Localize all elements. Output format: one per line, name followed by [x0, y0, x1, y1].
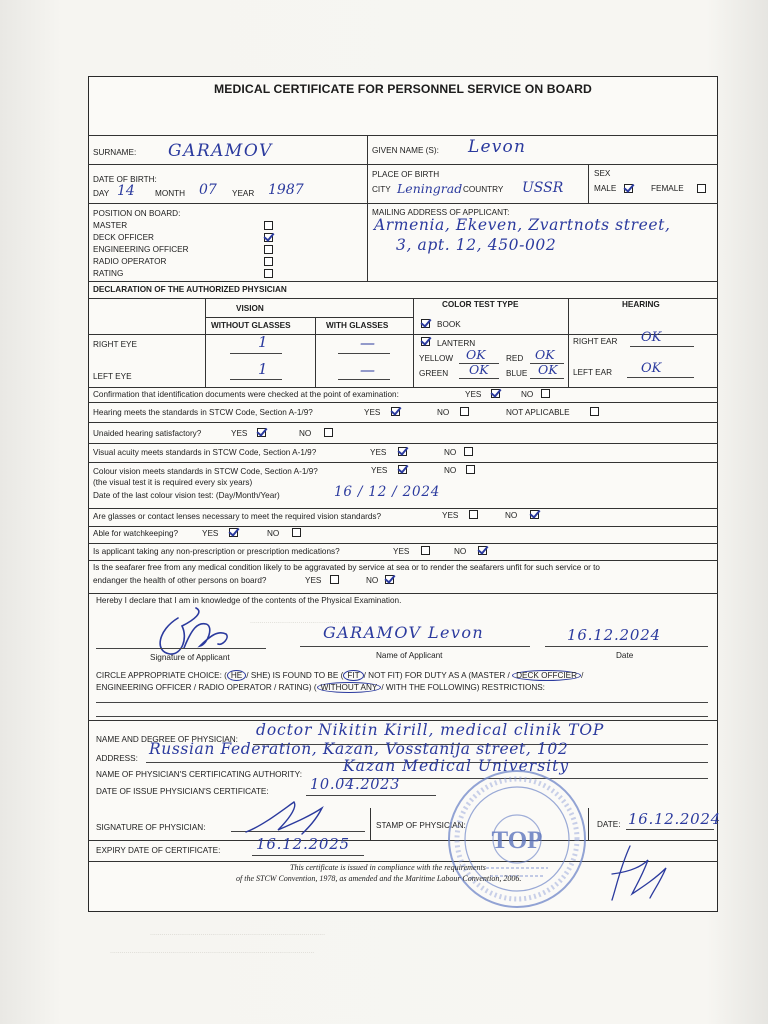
rule [88, 402, 718, 403]
id-docs-yes-checkbox[interactable] [491, 389, 500, 398]
rule [88, 281, 718, 282]
position-option-deck-officer: DECK OFFICER [93, 233, 154, 242]
sex-label: SEX [594, 169, 611, 178]
pob-city-label: CITY [372, 185, 391, 194]
position-option-engineering-officer: ENGINEERING OFFICER [93, 245, 189, 254]
pob-city-value: Leningrad [397, 181, 463, 196]
id-docs-no-label: NO [521, 390, 534, 399]
colour-vision-no-checkbox[interactable] [466, 465, 475, 474]
medications-no-label: NO [454, 547, 467, 556]
visual-acuity-yes-checkbox[interactable] [398, 447, 407, 456]
visual-acuity-yes-label: YES [370, 448, 387, 457]
rule [88, 164, 718, 165]
lantern-checkbox[interactable] [421, 337, 430, 346]
physician-stamp-label: STAMP OF PHYSICIAN: [376, 821, 466, 830]
circle-choice-restrictions: / WITH THE FOLLOWING) RESTRICTIONS: [381, 683, 545, 692]
divider [413, 298, 414, 387]
physician-date-label: DATE: [597, 820, 621, 829]
blue-value: OK [538, 362, 558, 377]
footer-line-2: of the STCW Convention, 1978, as amended and the Maritime Labour Convention, 2006. [236, 874, 522, 883]
given-name-value: Levon [468, 137, 527, 157]
applicant-signature-label: Signature of Applicant [150, 653, 230, 662]
physician-date-line [626, 829, 714, 830]
right-eye-with-line [338, 353, 390, 354]
without-any-circled: WITHOUT ANY [317, 682, 382, 693]
book-checkbox[interactable] [421, 319, 430, 328]
surname-value: GARAMOV [168, 141, 273, 161]
dob-year-label: YEAR [232, 189, 255, 198]
circle-choice-ranks: ENGINEERING OFFICER / RADIO OPERATOR / RATING) [96, 683, 312, 692]
fitness-statement-line-1: CIRCLE APPROPRIATE CHOICE: ( HE / SHE) IS FOUND TO BE ( FIT / NOT FIT) FOR DUTY AS A (MASTER / DECK OFFCIER / [96, 671, 584, 680]
red-line [530, 363, 564, 364]
unaided-hearing-no-checkbox[interactable] [324, 428, 333, 437]
position-engineering-officer-checkbox[interactable] [264, 245, 273, 254]
surname-label: SURNAME: [93, 148, 137, 157]
rule [88, 543, 718, 544]
physician-certificate-issue-label: DATE OF ISSUE PHYSICIAN'S CERTIFICATE: [96, 787, 269, 796]
watchkeeping-no-label: NO [267, 529, 280, 538]
pob-label: PLACE OF BIRTH [372, 170, 440, 179]
footer-line-1: This certificate is issued in compliance with the requirements [290, 863, 486, 872]
divider [370, 808, 371, 840]
bleed-through-text: .......................................................... [250, 618, 363, 625]
applicant-date-line [545, 646, 708, 647]
with-glasses-header: WITH GLASSES [326, 321, 389, 330]
glasses-no-checkbox[interactable] [530, 510, 539, 519]
pob-country-label: COUNTRY [463, 185, 504, 194]
watchkeeping-yes-label: YES [202, 529, 219, 538]
rule [205, 317, 413, 318]
medical-condition-no-checkbox[interactable] [385, 575, 394, 584]
hearing-stcw-question: Hearing meets the standards in STCW Code, Section A-1/9? [93, 408, 313, 417]
left-ear-label: LEFT EAR [573, 368, 612, 377]
visual-acuity-no-label: NO [444, 448, 457, 457]
clinic-stamp [446, 768, 588, 910]
unaided-hearing-question: Unaided hearing satisfactory? [93, 429, 202, 438]
applicant-date-label: Date [616, 651, 634, 660]
right-ear-label: RIGHT EAR [573, 337, 618, 346]
hearing-stcw-no-label: NO [437, 408, 450, 417]
expiry-value: 16.12.2025 [256, 835, 350, 853]
fit-circled: FIT [343, 670, 363, 681]
watchkeeping-no-checkbox[interactable] [292, 528, 301, 537]
color-test-header: COLOR TEST TYPE [442, 300, 519, 309]
divider [588, 164, 589, 203]
right-eye-label: RIGHT EYE [93, 340, 137, 349]
rule [88, 422, 718, 423]
green-label: GREEN [419, 369, 449, 378]
glasses-yes-label: YES [442, 511, 459, 520]
divider [205, 298, 206, 387]
applicant-date-value: 16.12.2024 [567, 626, 661, 644]
svg-text:TOP: TOP [491, 827, 543, 854]
hearing-stcw-yes-checkbox[interactable] [391, 407, 400, 416]
right-eye-with-value: — [360, 334, 375, 352]
hereby-statement: Hereby I declare that I am in knowledge of the contents of the Physical Examination. [96, 596, 402, 605]
unaided-hearing-yes-checkbox[interactable] [257, 428, 266, 437]
dob-month-value: 07 [199, 182, 217, 198]
colour-vision-yes-checkbox[interactable] [398, 465, 407, 474]
restrictions-line [96, 702, 708, 703]
divider [315, 317, 316, 387]
dob-day-value: 14 [117, 183, 135, 199]
dob-month-label: MONTH [155, 189, 186, 198]
id-docs-question: Confirmation that identification documents were checked at the point of examination: [93, 390, 399, 399]
position-rating-checkbox[interactable] [264, 269, 273, 278]
position-option-master: MASTER [93, 221, 128, 230]
hearing-stcw-yes-label: YES [364, 408, 381, 417]
blue-line [530, 378, 564, 379]
colour-vision-note: (the visual test it is required every six years) [93, 478, 253, 487]
id-docs-yes-label: YES [465, 390, 482, 399]
given-name-label: GIVEN NAME (S): [372, 146, 439, 155]
colour-vision-question: Colour vision meets standards in STCW Code, Section A-1/9? [93, 467, 318, 476]
rule [88, 298, 718, 299]
medical-condition-yes-label: YES [305, 576, 322, 585]
right-eye-without-line [230, 353, 282, 354]
colour-vision-yes-label: YES [371, 466, 388, 475]
rule [88, 387, 718, 388]
position-option-radio-operator: RADIO OPERATOR [93, 257, 167, 266]
medications-yes-checkbox[interactable] [421, 546, 430, 555]
medical-condition-question-line-2: endanger the health of other persons on board? [93, 576, 267, 585]
left-ear-line [627, 377, 694, 378]
left-eye-with-line [338, 379, 390, 380]
deck-officer-circled: DECK OFFCIER [512, 670, 581, 681]
left-eye-label: LEFT EYE [93, 372, 132, 381]
medical-condition-no-label: NO [366, 576, 379, 585]
glasses-question: Are glasses or contact lenses necessary to meet the required vision standards? [93, 512, 382, 521]
glasses-yes-checkbox[interactable] [469, 510, 478, 519]
rule [88, 593, 718, 594]
rule [88, 203, 718, 204]
he-circled: HE [227, 670, 246, 681]
hearing-stcw-na-label: NOT APLICABLE [506, 408, 570, 417]
certifying-authority-label: NAME OF PHYSICIAN'S CERTIFICATING AUTHORITY: [96, 770, 302, 779]
glasses-no-label: NO [505, 511, 518, 520]
certifying-authority-value: Kazan Medical University [343, 757, 570, 775]
rule [88, 334, 718, 335]
red-label: RED [506, 354, 524, 363]
mailing-label: MAILING ADDRESS OF APPLICANT: [372, 208, 510, 217]
left-eye-without-value: 1 [258, 360, 268, 378]
rule [88, 508, 718, 509]
visual-acuity-question: Visual acuity meets standards in STCW Code, Section A-1/9? [93, 448, 317, 457]
rule [88, 526, 718, 527]
mailing-line-1: Armenia, Ekeven, Zvartnots street, [374, 216, 671, 234]
medications-yes-label: YES [393, 547, 410, 556]
blue-label: BLUE [506, 369, 528, 378]
hearing-stcw-na-checkbox[interactable] [590, 407, 599, 416]
physician-date-value: 16.12.2024 [628, 810, 721, 828]
lantern-label: LANTERN [437, 339, 476, 348]
colour-vision-no-label: NO [444, 466, 457, 475]
yellow-label: YELLOW [419, 354, 454, 363]
medications-no-checkbox[interactable] [478, 546, 487, 555]
applicant-name-value: GARAMOV Levon [323, 623, 485, 642]
bleed-through-text: .......................................................................................... [150, 930, 326, 937]
left-eye-without-line [230, 379, 282, 380]
colour-test-date-label: Date of the last colour vision test: (Day/Month/Year) [93, 491, 280, 500]
physician-footer-signature [600, 838, 680, 906]
divider [588, 808, 589, 840]
divider [568, 298, 569, 387]
declaration-heading: DECLARATION OF THE AUTHORIZED PHYSICIAN [93, 285, 287, 294]
physician-address-label: ADDRESS: [96, 754, 138, 763]
yellow-value: OK [466, 347, 486, 362]
red-value: OK [535, 347, 555, 362]
vision-header: VISION [236, 304, 264, 313]
position-deck-officer-checkbox[interactable] [264, 233, 273, 242]
position-master-checkbox[interactable] [264, 221, 273, 230]
applicant-name-line [300, 646, 530, 647]
without-glasses-header: WITHOUT GLASSES [211, 321, 291, 330]
fitness-statement-line-2: ENGINEERING OFFICER / RADIO OPERATOR / RATING) ( WITHOUT ANY / WITH THE FOLLOWING) RESTRICTIONS: [96, 683, 545, 692]
sex-male-label: MALE [594, 184, 617, 193]
physician-certificate-issue-value: 10.04.2023 [310, 777, 401, 793]
physician-signature-label: SIGNATURE OF PHYSICIAN: [96, 823, 206, 832]
pob-country-value: USSR [522, 180, 564, 196]
colour-test-date-value: 16 / 12 / 2024 [334, 484, 441, 500]
left-ear-value: OK [641, 361, 662, 376]
circle-choice-prefix: CIRCLE APPROPRIATE CHOICE: [96, 671, 222, 680]
right-ear-line [630, 346, 694, 347]
sex-female-label: FEMALE [651, 184, 684, 193]
physician-name-label: NAME AND DEGREE OF PHYSICIAN: [96, 735, 238, 744]
position-radio-operator-checkbox[interactable] [264, 257, 273, 266]
physician-address-value: Russian Federation, Kazan, Vosstanija street, 102 [149, 740, 569, 758]
rule [88, 560, 718, 561]
right-ear-value: OK [641, 330, 662, 345]
yellow-line [459, 363, 499, 364]
id-docs-no-checkbox[interactable] [541, 389, 550, 398]
bleed-through-text: ......................................................................................................... [110, 948, 315, 955]
left-eye-with-value: — [360, 361, 375, 379]
circle-choice-mid: / SHE) IS FOUND TO BE [246, 671, 339, 680]
visual-acuity-no-checkbox[interactable] [464, 447, 473, 456]
medical-condition-yes-checkbox[interactable] [330, 575, 339, 584]
medical-condition-question-line-1: Is the seafarer free from any medical condition likely to be aggravated by service at sea or to render the seafarers unfit for such service or to [93, 563, 600, 572]
dob-label: DATE OF BIRTH: [93, 175, 157, 184]
unaided-hearing-no-label: NO [299, 429, 312, 438]
hearing-header: HEARING [622, 300, 660, 309]
medications-question: Is applicant taking any non-prescription or prescription medications? [93, 547, 340, 556]
watchkeeping-question: Able for watchkeeping? [93, 529, 179, 538]
watchkeeping-yes-checkbox[interactable] [229, 528, 238, 537]
physician-name-value: doctor Nikitin Kirill, medical clinik TOP [256, 721, 605, 739]
position-option-rating: RATING [93, 269, 124, 278]
restrictions-line [96, 716, 708, 717]
green-line [459, 378, 499, 379]
rule [88, 135, 718, 136]
certificate-title: MEDICAL CERTIFICATE FOR PERSONNEL SERVICE ON BOARD [214, 82, 592, 96]
book-label: BOOK [437, 320, 461, 329]
divider [367, 135, 368, 281]
circle-choice-duty: / NOT FIT) FOR DUTY AS A (MASTER / [363, 671, 510, 680]
right-eye-without-value: 1 [258, 333, 268, 351]
unaided-hearing-yes-label: YES [231, 429, 248, 438]
expiry-label: EXPIRY DATE OF CERTIFICATE: [96, 846, 221, 855]
position-label: POSITION ON BOARD: [93, 209, 181, 218]
applicant-name-label: Name of Applicant [376, 651, 443, 660]
expiry-line [252, 855, 364, 856]
applicant-signature-line [96, 648, 266, 649]
green-value: OK [469, 362, 489, 377]
dob-day-label: DAY [93, 189, 110, 198]
mailing-line-2: 3, apt. 12, 450-002 [396, 236, 557, 254]
sex-male-checkbox[interactable] [624, 184, 633, 193]
hearing-stcw-no-checkbox[interactable] [460, 407, 469, 416]
dob-year-value: 1987 [268, 182, 304, 198]
sex-female-checkbox[interactable] [697, 184, 706, 193]
